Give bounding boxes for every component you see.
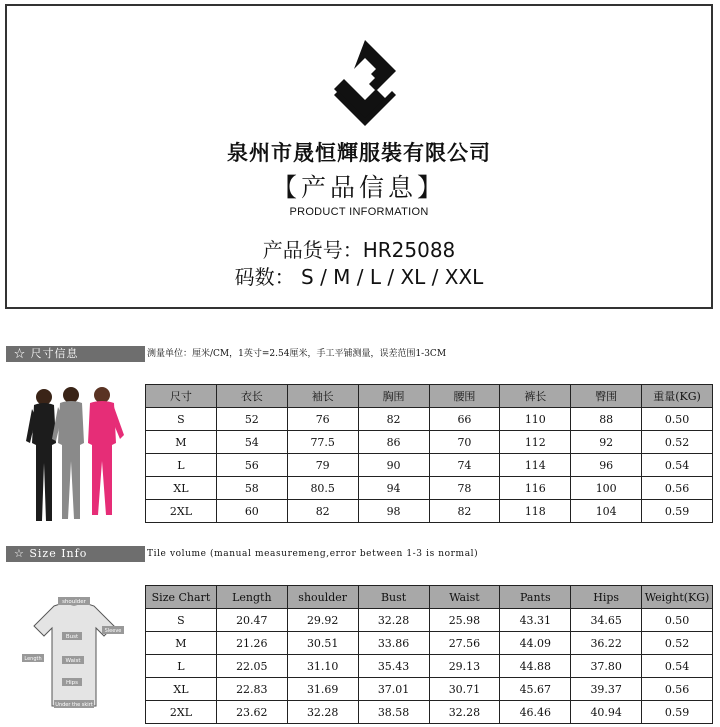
- table-cell: 66: [429, 408, 500, 431]
- column-header: 衣长: [216, 385, 287, 408]
- table-cell: 96: [571, 454, 642, 477]
- table-cell: 110: [500, 408, 571, 431]
- table-row: [146, 701, 713, 724]
- table-cell: 114: [500, 454, 571, 477]
- table-header-row: [146, 586, 713, 609]
- table-cell: 38.58: [358, 701, 429, 724]
- diagram-under-skirt-label: Under the skirt: [55, 702, 93, 708]
- column-header: Bust: [358, 586, 429, 609]
- table-cell: 30.71: [429, 678, 500, 701]
- table-cell: 40.94: [571, 701, 642, 724]
- product-info-subtitle: PRODUCT INFORMATION: [289, 206, 429, 218]
- table-cell: 112: [500, 431, 571, 454]
- diagram-hips-label: Hips: [65, 680, 79, 686]
- table-cell: 70: [429, 431, 500, 454]
- table-row: [146, 678, 713, 701]
- table-cell: 2XL: [146, 701, 217, 724]
- size-range: 码数： S / M / L / XL / XXL: [234, 265, 484, 289]
- table-cell: 0.56: [642, 678, 713, 701]
- table-row: [146, 655, 713, 678]
- table-cell: 33.86: [358, 632, 429, 655]
- column-header: 腰围: [429, 385, 500, 408]
- product-header: [5, 4, 713, 309]
- table-cell: M: [146, 632, 217, 655]
- brand-logo-icon: [330, 38, 400, 128]
- measurement-diagram: [18, 596, 130, 714]
- table-cell: 20.47: [216, 609, 287, 632]
- table-cell: XL: [146, 678, 217, 701]
- table-cell: 43.31: [500, 609, 571, 632]
- table-cell: 94: [358, 477, 429, 500]
- table-cell: 76: [287, 408, 358, 431]
- table-cell: 0.54: [642, 655, 713, 678]
- table-row: [146, 609, 713, 632]
- table-cell: 0.52: [642, 632, 713, 655]
- diagram-waist-label: Waist: [65, 658, 81, 664]
- table-row: [146, 500, 713, 523]
- diagram-bust-label: Bust: [65, 634, 79, 640]
- column-header: Size Chart: [146, 586, 217, 609]
- column-header: 重量(KG): [642, 385, 713, 408]
- table-cell: 29.13: [429, 655, 500, 678]
- table-cell: 82: [287, 500, 358, 523]
- size-table-en: [145, 585, 713, 724]
- table-cell: 22.05: [216, 655, 287, 678]
- table-cell: 23.62: [216, 701, 287, 724]
- column-header: shoulder: [287, 586, 358, 609]
- table-cell: 45.67: [500, 678, 571, 701]
- table-cell: S: [146, 408, 217, 431]
- table-row: [146, 454, 713, 477]
- table-cell: M: [146, 431, 217, 454]
- company-name: 泉州市晟恒輝服裝有限公司: [227, 141, 491, 165]
- table-cell: 22.83: [216, 678, 287, 701]
- column-header: Pants: [500, 586, 571, 609]
- table-cell: 34.65: [571, 609, 642, 632]
- table-cell: L: [146, 655, 217, 678]
- table-cell: 116: [500, 477, 571, 500]
- table-cell: 0.54: [642, 454, 713, 477]
- table-cell: 32.28: [287, 701, 358, 724]
- table-cell: 54: [216, 431, 287, 454]
- table-cell: 32.28: [429, 701, 500, 724]
- table-cell: 77.5: [287, 431, 358, 454]
- column-header: 尺寸: [146, 385, 217, 408]
- table-cell: 37.80: [571, 655, 642, 678]
- table-cell: 21.26: [216, 632, 287, 655]
- table-cell: 2XL: [146, 500, 217, 523]
- table-cell: 0.50: [642, 609, 713, 632]
- model-photo: [24, 383, 126, 523]
- table-row: [146, 431, 713, 454]
- table-cell: S: [146, 609, 217, 632]
- table-cell: 0.56: [642, 477, 713, 500]
- table-cell: 46.46: [500, 701, 571, 724]
- size-info-en-label: ☆ Size Info: [6, 546, 145, 562]
- table-cell: 39.37: [571, 678, 642, 701]
- item-number: 产品货号：HR25088: [262, 238, 456, 262]
- table-row: [146, 477, 713, 500]
- table-cell: 88: [571, 408, 642, 431]
- column-header: 臀围: [571, 385, 642, 408]
- table-cell: 60: [216, 500, 287, 523]
- table-header-row: [146, 385, 713, 408]
- table-cell: 79: [287, 454, 358, 477]
- table-cell: 44.88: [500, 655, 571, 678]
- table-cell: 31.69: [287, 678, 358, 701]
- column-header: 袖长: [287, 385, 358, 408]
- table-cell: 82: [358, 408, 429, 431]
- table-cell: 36.22: [571, 632, 642, 655]
- table-cell: 35.43: [358, 655, 429, 678]
- table-cell: 90: [358, 454, 429, 477]
- column-header: Hips: [571, 586, 642, 609]
- table-cell: 82: [429, 500, 500, 523]
- diagram-sleeve-label: Sleeve: [104, 628, 122, 634]
- table-cell: 104: [571, 500, 642, 523]
- table-cell: 0.52: [642, 431, 713, 454]
- table-cell: 74: [429, 454, 500, 477]
- table-cell: 27.56: [429, 632, 500, 655]
- column-header: 胸围: [358, 385, 429, 408]
- table-cell: 37.01: [358, 678, 429, 701]
- table-cell: 30.51: [287, 632, 358, 655]
- table-cell: 31.10: [287, 655, 358, 678]
- size-table-cn: [145, 384, 713, 523]
- size-info-en-note: Tile volume (manual measuremeng,error between 1-3 is normal): [147, 549, 479, 559]
- table-cell: 98: [358, 500, 429, 523]
- table-cell: 58: [216, 477, 287, 500]
- table-cell: 29.92: [287, 609, 358, 632]
- table-cell: 44.09: [500, 632, 571, 655]
- product-info-title: 【产品信息】: [271, 173, 446, 202]
- table-cell: 32.28: [358, 609, 429, 632]
- table-cell: 0.50: [642, 408, 713, 431]
- table-cell: 86: [358, 431, 429, 454]
- size-info-cn-label: ☆ 尺寸信息: [6, 346, 145, 362]
- column-header: 裤长: [500, 385, 571, 408]
- table-cell: 52: [216, 408, 287, 431]
- diagram-length-label: Length: [24, 656, 42, 662]
- table-cell: 0.59: [642, 701, 713, 724]
- table-cell: XL: [146, 477, 217, 500]
- table-cell: 78: [429, 477, 500, 500]
- column-header: Weight(KG): [642, 586, 713, 609]
- column-header: Waist: [429, 586, 500, 609]
- size-info-cn-note: 测量单位：厘米/CM，1英寸=2.54厘米，手工平铺测量，误差范围1-3CM: [147, 349, 447, 359]
- table-cell: 118: [500, 500, 571, 523]
- diagram-shoulder-label: shoulder: [62, 599, 86, 605]
- column-header: Length: [216, 586, 287, 609]
- table-row: [146, 408, 713, 431]
- table-cell: L: [146, 454, 217, 477]
- table-row: [146, 632, 713, 655]
- table-cell: 80.5: [287, 477, 358, 500]
- table-cell: 100: [571, 477, 642, 500]
- table-cell: 0.59: [642, 500, 713, 523]
- table-cell: 56: [216, 454, 287, 477]
- table-cell: 25.98: [429, 609, 500, 632]
- table-cell: 92: [571, 431, 642, 454]
